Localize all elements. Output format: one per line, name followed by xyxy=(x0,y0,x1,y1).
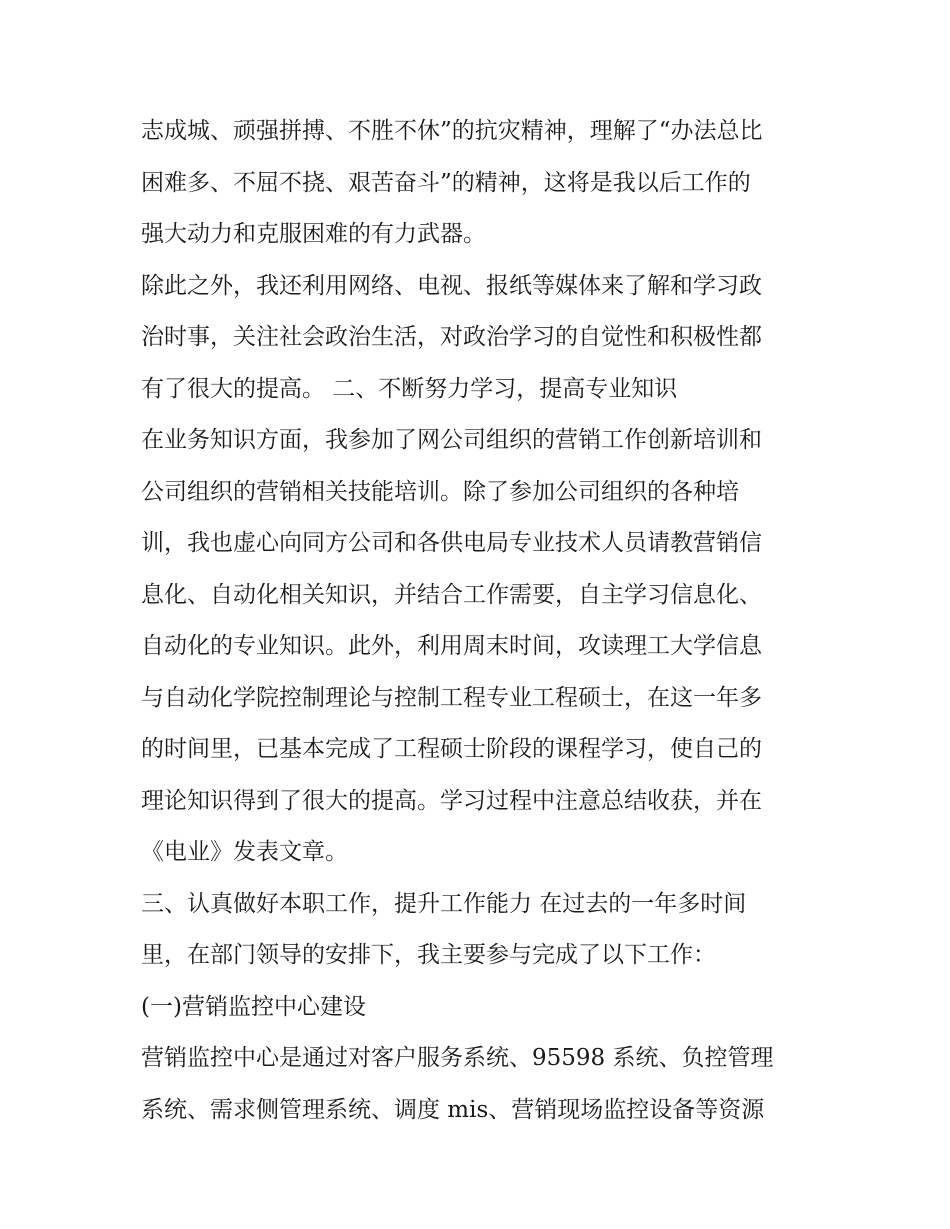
text-line: 志成城、顽强拼搏、不胜不休”的抗灾精神，理解了“办法总比 xyxy=(141,118,763,144)
text-line: 自动化的专业知识。此外，利用周末时间，攻读理工大学信息 xyxy=(141,633,762,659)
text-line: 治时事，关注社会政治生活，对政治学习的自觉性和积极性都 xyxy=(141,324,762,350)
section-heading-line: 三、认真做好本职工作，提升工作能力 在过去的一年多时间 xyxy=(141,890,747,917)
text-line: 训，我也虚心向同方公司和各供电局专业技术人员请教营销信 xyxy=(141,530,762,556)
text-line: 强大动力和克服困难的有力武器。 xyxy=(141,221,486,247)
text-line: 与自动化学院控制理论与控制工程专业工程硕士，在这一年多 xyxy=(141,684,762,711)
text-line: 理论知识得到了很大的提高。学习过程中注意总结收获，并在 xyxy=(141,787,762,814)
text-line: 息化、自动化相关知识，并结合工作需要，自主学习信息化、 xyxy=(141,581,762,608)
text-line: 系统、需求侧管理系统、调度 mis、营销现场监控设备等资源 xyxy=(141,1096,765,1123)
text-line: 在业务知识方面，我参加了网公司组织的营销工作创新培训和 xyxy=(141,427,762,453)
text-line: 公司组织的营销相关技能培训。除了参加公司组织的各种培 xyxy=(141,478,739,505)
text-line: 的时间里，已基本完成了工程硕士阶段的课程学习，使自己的 xyxy=(141,736,762,762)
text-line: 除此之外，我还利用网络、电视、报纸等媒体来了解和学习政 xyxy=(141,272,762,299)
text-line: 困难多、不屈不挠、艰苦奋斗”的精神，这将是我以后工作的 xyxy=(141,169,751,196)
text-line: 营销监控中心是通过对客户服务系统、95598 系统、负控管理 xyxy=(141,1045,774,1071)
document-body xyxy=(141,106,821,1136)
subsection-heading: (一)营销监控中心建设 xyxy=(141,993,366,1020)
text-line: 《电业》发表文章。 xyxy=(141,839,348,865)
section-heading-line: 有了很大的提高。 二、不断努力学习，提高专业知识 xyxy=(141,375,678,402)
text-line: 里，在部门领导的安排下，我主要参与完成了以下工作： xyxy=(141,942,716,968)
